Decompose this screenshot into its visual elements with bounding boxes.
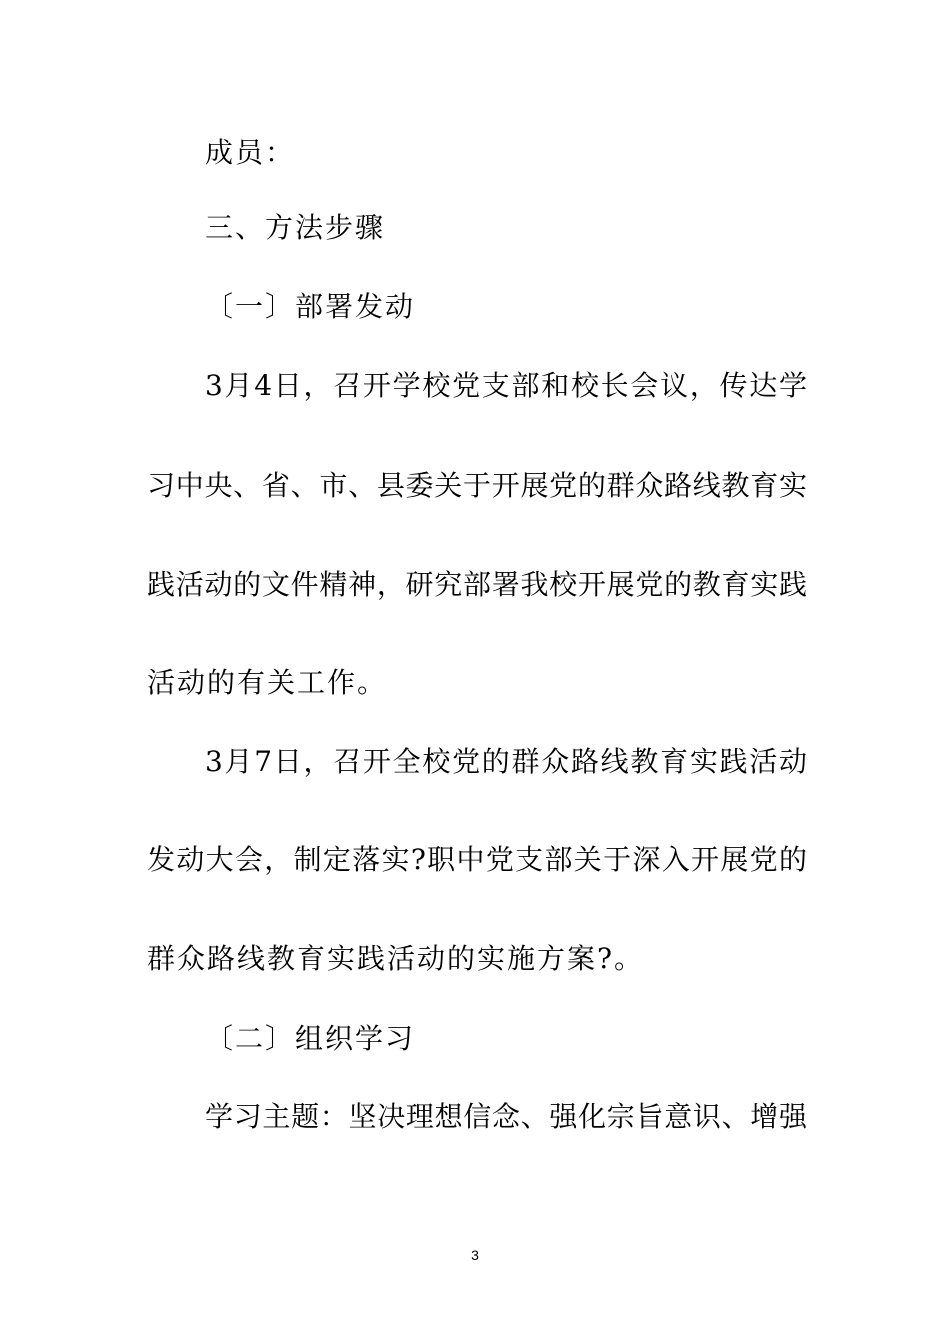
page-number: 3 bbox=[471, 1247, 479, 1263]
paragraph-line: 学习主题：坚决理想信念、强化宗旨意识、增强 bbox=[205, 1100, 807, 1133]
paragraph-line: 3月4日，召开学校党支部和校长会议，传达学 bbox=[205, 369, 807, 402]
paragraph-line: 践活动的文件精神，研究部署我校开展党的教育实践 bbox=[147, 568, 807, 601]
paragraph-line: 习中央、省、市、县委关于开展党的群众路线教育实 bbox=[147, 469, 807, 502]
subsection-heading-study: 〔二〕组织学习 bbox=[205, 1022, 416, 1055]
paragraph-line: 3月7日，召开全校党的群众路线教育实践活动 bbox=[205, 745, 807, 778]
members-label: 成员： bbox=[205, 136, 296, 169]
paragraph-line: 群众路线教育实践活动的实施方案?。 bbox=[147, 942, 645, 975]
paragraph-line: 活动的有关工作。 bbox=[147, 666, 388, 699]
paragraph-line: 发动大会，制定落实?职中党支部关于深入开展党的 bbox=[147, 843, 807, 876]
subsection-heading-deploy: 〔一〕部署发动 bbox=[205, 290, 416, 323]
section-heading-methods: 三、方法步骤 bbox=[205, 211, 386, 244]
